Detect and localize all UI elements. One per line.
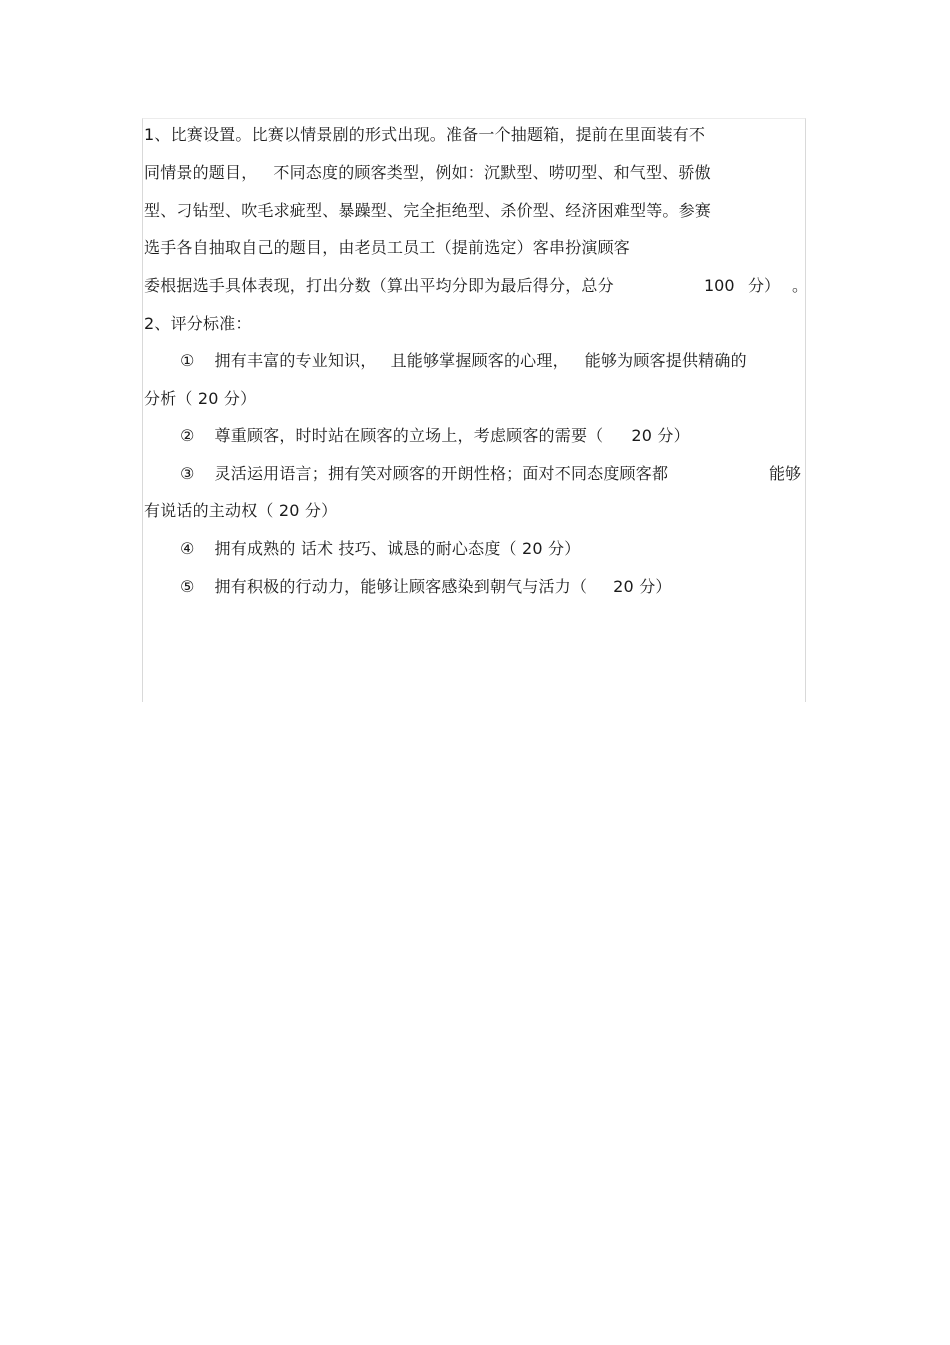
criterion-5-marker: ⑤ xyxy=(180,577,195,596)
section1-line4: 选手各自抽取自己的题目，由老员工员工（提前选定）客串扮演顾客 xyxy=(144,238,631,257)
section1-line5 xyxy=(144,276,614,296)
criterion-4 xyxy=(180,539,580,559)
criterion-5-part-a: 拥有积极的行动力，能够让顾客感染到朝气与活力（ xyxy=(214,577,588,596)
total-score-value: 100 xyxy=(704,276,735,295)
criterion-4-text: 拥有成熟的 话术 技巧、诚恳的耐心态度（ 20 分） xyxy=(214,539,581,558)
section1-line2-part-b: 不同态度的顾客类型，例如：沉默型、唠叨型、和气型、骄傲 xyxy=(273,163,711,182)
section1-line2 xyxy=(144,163,711,183)
criterion-3-continuation: 有说话的主动权（ 20 分） xyxy=(144,501,338,520)
criterion-1-part-b: 且能够掌握顾客的心理， xyxy=(390,351,569,370)
criterion-3-marker: ③ xyxy=(180,464,195,483)
section1-line5-part-a: 委根据选手具体表现，打出分数（算出平均分即为最后得分，总分 xyxy=(144,276,614,295)
criterion-2-part-a: 尊重顾客，时时站在顾客的立场上，考虑顾客的需要（ xyxy=(214,426,604,445)
criterion-5-part-b: 20 分） xyxy=(613,577,672,596)
criterion-4-marker: ④ xyxy=(180,539,195,558)
criterion-3-part-b: 能够 xyxy=(769,464,802,483)
criterion-1-marker: ① xyxy=(180,351,195,370)
criterion-2-marker: ② xyxy=(180,426,195,445)
criterion-2 xyxy=(180,426,690,446)
section2-heading: 2、评分标准： xyxy=(144,314,252,333)
criterion-3-part-a: 灵活运用语言；拥有笑对顾客的开朗性格；面对不同态度顾客都 xyxy=(214,464,669,483)
criterion-1-part-c: 能够为顾客提供精确的 xyxy=(584,351,747,370)
section1-line2-part-a: 同情景的题目， xyxy=(144,163,258,182)
section1-line1: 1、比赛设置。比赛以情景剧的形式出现。准备一个抽题箱，提前在里面装有不 xyxy=(144,125,706,144)
section1-line5-period: 。 xyxy=(792,276,809,295)
criterion-3 xyxy=(180,464,668,484)
section1-line3: 型、刁钻型、吹毛求疵型、暴躁型、完全拒绝型、杀价型、经济困难型等。参赛 xyxy=(144,201,712,220)
total-score-unit: 分） xyxy=(748,276,781,295)
criterion-1-continuation: 分析（ 20 分） xyxy=(144,389,257,408)
criterion-1 xyxy=(180,351,747,371)
criterion-2-part-b: 20 分） xyxy=(631,426,690,445)
criterion-5 xyxy=(180,577,672,597)
criterion-1-part-a: 拥有丰富的专业知识， xyxy=(214,351,377,370)
